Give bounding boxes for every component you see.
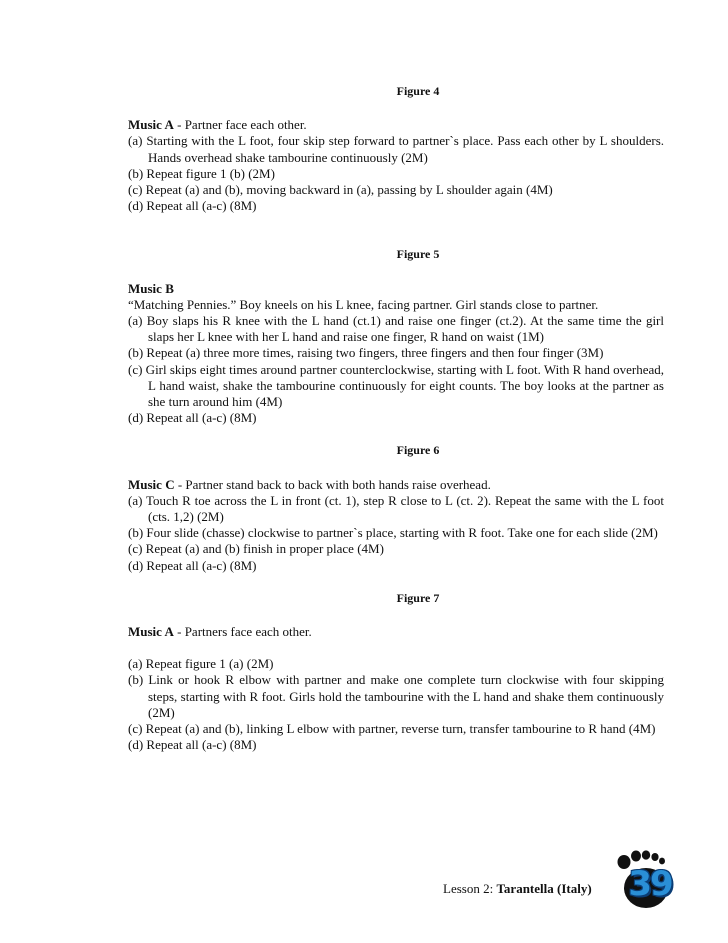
page-number-badge — [614, 848, 678, 912]
step-item: (a) Starting with the L foot, four skip step forward to partner`s place. Pass each other by L shoulders. Hands overhead shake tambourine continuously (2M) — [128, 133, 664, 165]
music-label: Music B — [128, 280, 174, 296]
music-line — [128, 624, 664, 640]
step-item: (b) Repeat (a) three more times, raising two fingers, three fingers and then four finger (3M) — [128, 345, 604, 361]
step-item: (b) Link or hook R elbow with partner and make one complete turn clockwise with four skipping steps, starting with R foot. Girls hold the tambourine with the L hand and shake them continuously (2M) — [128, 672, 664, 720]
figure-4-section — [128, 83, 664, 214]
music-label: Music A — [128, 117, 174, 133]
page-footer — [443, 881, 592, 897]
step-item: (d) Repeat all (a-c) (8M) — [128, 557, 257, 573]
figure-title: Figure 5 — [396, 247, 440, 262]
figure-6-section — [128, 442, 664, 573]
music-label: Music A — [128, 624, 174, 640]
music-label: Music C — [128, 476, 175, 492]
step-item: (d) Repeat all (a-c) (8M) — [128, 737, 257, 753]
step-item: (d) Repeat all (a-c) (8M) — [128, 198, 257, 214]
figure-7-section — [128, 590, 664, 754]
page-content — [128, 83, 664, 754]
figure-title: Figure 4 — [396, 84, 440, 98]
figure-title: Figure 6 — [396, 443, 440, 458]
step-item: (a) Boy slaps his R knee with the L hand (ct.1) and raise one finger (ct.2). At the same time the girl slaps her L knee with her L hand and raise one finger, R hand on waist (1M) — [128, 313, 664, 345]
step-item: (c) Repeat (a) and (b), linking L elbow with partner, reverse turn, transfer tambourine to R hand (4M) — [128, 721, 656, 737]
step-item: (c) Repeat (a) and (b) finish in proper place (4M) — [128, 541, 384, 557]
music-description: - Partner stand back to back with both hands raise overhead. — [174, 476, 491, 492]
step-item: (b) Repeat figure 1 (b) (2M) — [128, 165, 275, 181]
figure-title: Figure 7 — [396, 590, 440, 605]
footer-prefix: Lesson 2: — [443, 881, 497, 896]
step-item: (c) Repeat (a) and (b), moving backward in (a), passing by L shoulder again (4M) — [128, 182, 553, 198]
step-item: (d) Repeat all (a-c) (8M) — [128, 410, 257, 426]
page-number: 39 — [628, 864, 672, 904]
step-item: (a) Touch R toe across the L in front (ct. 1), step R close to L (ct. 2). Repeat the same with the L foot (cts. 1,2) (2M) — [128, 492, 664, 525]
step-item: (c) Girl skips eight times around partner counterclockwise, starting with L foot. With R hand overhead, L hand waist, shake the tambourine continuously for eight counts. The boy looks at the partner as she turn around him (4M) — [128, 361, 664, 410]
step-item: (b) Four slide (chasse) clockwise to partner`s place, starting with R foot. Take one for each slide (2M) — [128, 525, 658, 541]
music-description: - Partners face each other. — [173, 624, 312, 640]
footer-lesson-title: Tarantella (Italy) — [496, 881, 592, 896]
music-line — [128, 477, 664, 493]
music-line — [128, 117, 664, 133]
figure-5-section — [128, 246, 664, 426]
figure-intro: “Matching Pennies.” Boy kneels on his L knee, facing partner. Girl stands close to partner. — [128, 296, 599, 312]
step-item: (a) Repeat figure 1 (a) (2M) — [128, 656, 274, 672]
music-description: - Partner face each other. — [173, 117, 307, 133]
